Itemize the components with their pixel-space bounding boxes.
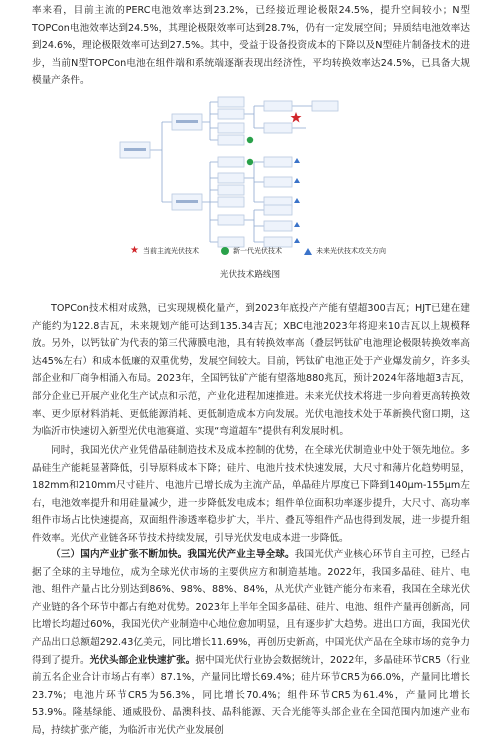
- red-star-icon: ★: [130, 245, 139, 256]
- legend-label-current: 当前主流光伏技术: [142, 247, 199, 255]
- green-circle-icon: [221, 247, 229, 255]
- blue-triangle-icon: [294, 238, 300, 243]
- diagram-legend: [130, 244, 460, 258]
- section-heading: （三）国内产业扩张不断加快。我国光伏产业主导全球。: [51, 549, 295, 560]
- bold-subheading: 光伏头部企业快速扩张。: [89, 654, 196, 666]
- blue-triangle-icon: [304, 248, 312, 255]
- figure-caption: 光伏技术路线图: [219, 270, 281, 280]
- paragraph-cost-advantage: 同时，我国光伏产业凭借晶硅制造技术及成本控制的优势，在全球光伏制造业中处于领先地位。多晶硅生产能耗显著降低，引导原料成本下降；硅片、电池片技术快速发展，大尺寸和薄片化趋势明显，182mm和210mm尺寸硅片、电池片已增长成为主流产品，单晶硅片厚度已下降到140μm-155μm左右，电池效率提升和用硅量减少，进一步降低发电成本；组件单位面积功率逐步提升，大尺寸、高功率组件市场占比快速提高，双面组件渗透率稳步扩大，半片、叠瓦等组件产品也得到发展，进一步提升组件效率。光伏产业链各环节技术持续发展，引导光伏发电成本进一步降低。: [32, 445, 470, 544]
- legend-label-future: 未来光伏技术攻关方向: [315, 247, 386, 255]
- blue-triangle-icon: [294, 158, 300, 163]
- blue-triangle-icon: [294, 198, 300, 203]
- legend-item-current: [130, 246, 199, 256]
- legend-label-next: 新一代光伏技术: [232, 247, 282, 255]
- paragraph-industry-expansion: [32, 546, 470, 740]
- pv-technology-roadmap-diagram: [110, 92, 390, 252]
- green-circle-icon: [247, 159, 253, 165]
- paragraph-efficiency: 率来看，目前主流的PERC电池效率达到23.2%，已经接近理论极限24.5%，提升空间较小；N型TOPCon电池效率达到24.5%，其理论极限效率可达到28.7%，仍有一定发展空间；异质结电池效率达到24.6%，理论极限效率可达到27.5%。其中，受益于设备投资成本的下降以及N型硅片制备技术的进步，当前N型TOPCon电池在组件端和系统端逐渐表现出经济性，平均转换效率达24.5%，已具备大规模量产条件。: [32, 5, 470, 87]
- legend-item-next: [221, 246, 282, 256]
- legend-item-future: [304, 246, 386, 256]
- blue-triangle-icon: [294, 222, 300, 227]
- paragraph-topcon: TOPCon技术相对成熟，已实现规模化量产，到2023年底投产产能有望超300吉瓦；HJT已建在建产能约为122.8吉瓦，未来规划产能可达到135.34吉瓦；XBC电池2023年将迎来10吉瓦以上规模释放。另外，以钙钛矿为代表的第三代薄膜电池，具有转换效率高（叠层钙钛矿电池理论极限转换效率高达45%左右）和成本低廉的双重优势，发展空间较大。目前，钙钛矿电池正处于产业爆发前夕，许多头部企业和厂商争相涌入布局。2023年，全国钙钛矿产能有望落地880兆瓦，预计2024年落地超3吉瓦，部分企业已开展产业化生产试点和示范，产业化进程加速推进。未来光伏技术将进一步向着更高转换效率、更少原材料消耗、更低能源消耗、更低制造成本方向发展。光伏电池技术处于革新换代窗口期，这为临沂市快速切入新型光伏电池赛道、实现“弯道超车”提供有利发展时机。: [32, 303, 470, 438]
- red-star-icon: [291, 112, 302, 123]
- paragraph-body: 我国光伏产业核心环节自主可控，已经占据了全球的主导地位，成为全球光伏市场的主要供应方和制造基地。2022年，我国多晶硅、硅片、电池、组件产量占比分别达到86%、98%、88%、84%，从光伏产业链产能分布来看，我国在全球光伏产业链的各个环节中都占有绝对优势。2023年上半年全国多晶硅、硅片、电池、组件产量再创新高，同比增长均超过60%，我国光伏产业制造中心地位愈加明显，且有逐步扩大趋势。进出口方面，我国光伏产品出口总额超292.43亿美元，同比增长11.69%，再创历史新高，中国光伏产品在全球市场的竞争力得到了提升。: [32, 549, 471, 666]
- blue-triangle-icon: [294, 178, 300, 183]
- green-circle-icon: [247, 137, 253, 143]
- paragraph-tail: 据中国光伏行业协会数据统计，2022年，多晶硅环节CR5（行业前五名企业合计市场占有率）87.1%，产量同比增长69.4%；硅片环节CR5为66.0%，产量同比增长23.7%；电池片环节CR5为56.3%，同比增长70.4%；组件环节CR5为61.4%，产量同比增长53.9%。隆基绿能、通威股份、晶澳科技、晶科能源、天合光能等头部企业在全国范围内加速产业布局，持续扩张产能，为临沂市光伏产业发展创: [32, 654, 470, 736]
